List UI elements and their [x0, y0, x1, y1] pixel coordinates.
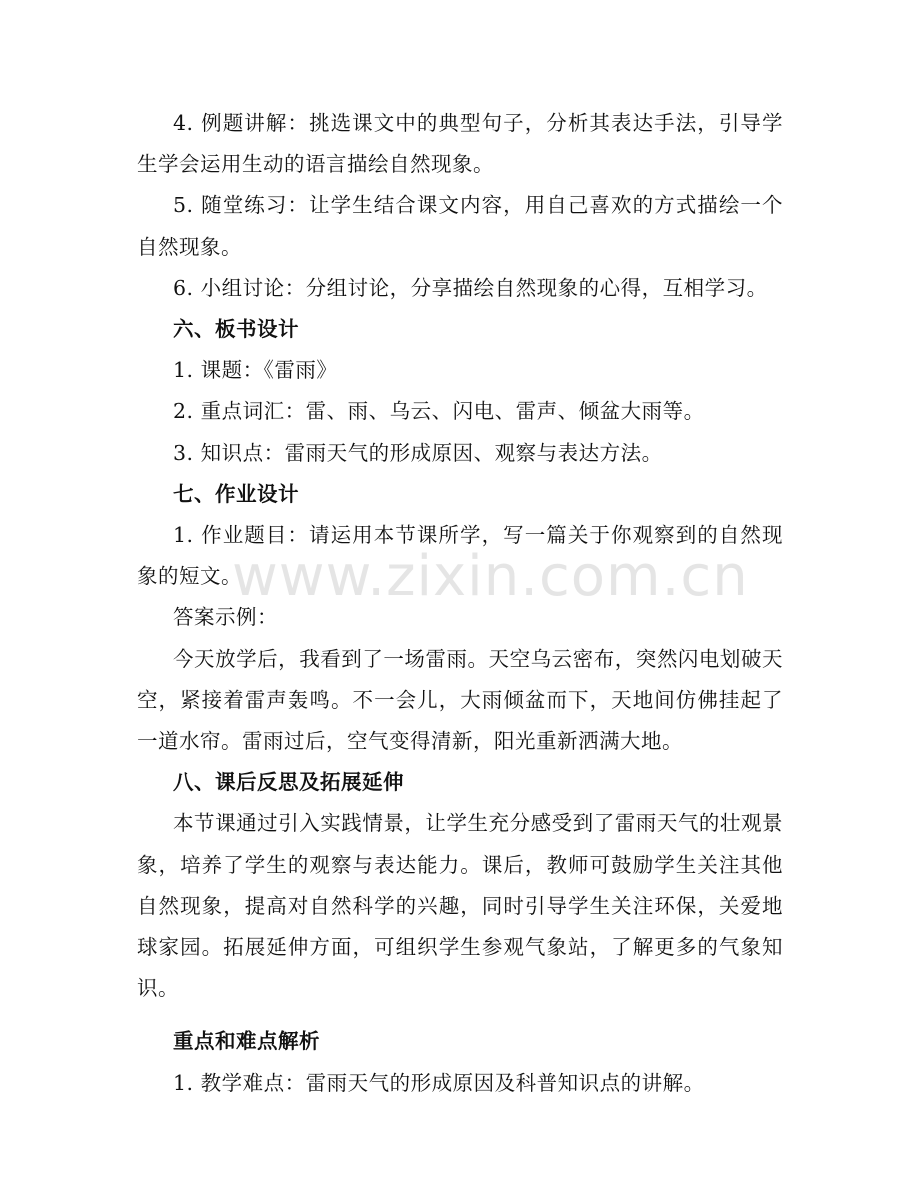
heading-homework-design: 七、作业设计 [173, 481, 299, 506]
reflection-text: 本节课通过引入实践情景，让学生充分感受到了雷雨天气的壮观景象，培养了学生的观察与表达能力。课后，教师可鼓励学生关注其他自然现象，提高对自然科学的兴趣，同时引导学生关注环保，关爱地球家园。拓展延伸方面，可组织学生参观气象站，了解更多的气象知识。 [137, 811, 783, 1001]
item-6-group-discussion: 6. 小组讨论：分组讨论，分享描绘自然现象的心得，互相学习。 [173, 275, 768, 300]
board-item-2-key-words: 2. 重点词汇：雷、雨、乌云、闪电、雷声、倾盆大雨等。 [173, 399, 705, 424]
answer-example-label: 答案示例： [173, 605, 278, 630]
board-item-1-title: 1. 课题：《雷雨》 [173, 358, 338, 383]
board-item-3-knowledge: 3. 知识点：雷雨天气的形成原因、观察与表达方法。 [173, 440, 663, 465]
answer-example-text: 今天放学后，我看到了一场雷雨。天空乌云密布，突然闪电划破天空，紧接着雷声轰鸣。不一会儿，大雨倾盆而下，天地间仿佛挂起了一道水帘。雷雨过后，空气变得清新，阳光重新洒满大地。 [137, 646, 783, 754]
heading-key-difficult-points: 重点和难点解析 [173, 1029, 320, 1054]
document-body [137, 103, 783, 1104]
item-4-example-explanation: 4. 例题讲解：挑选课文中的典型句子，分析其表达手法，引导学生学会运用生动的语言描绘自然现象。 [137, 111, 783, 177]
heading-board-design: 六、板书设计 [173, 317, 299, 342]
watermark: www.zixin.com.cn [232, 544, 749, 609]
difficulty-item-1: 1. 教学难点：雷雨天气的形成原因及科普知识点的讲解。 [173, 1070, 705, 1095]
heading-reflection-extension: 八、课后反思及拓展延伸 [173, 770, 404, 795]
item-5-in-class-practice: 5. 随堂练习：让学生结合课文内容，用自己喜欢的方式描绘一个自然现象。 [137, 193, 783, 259]
homework-item-1: 1. 作业题目：请运用本节课所学，写一篇关于你观察到的自然现象的短文。 [137, 523, 783, 589]
